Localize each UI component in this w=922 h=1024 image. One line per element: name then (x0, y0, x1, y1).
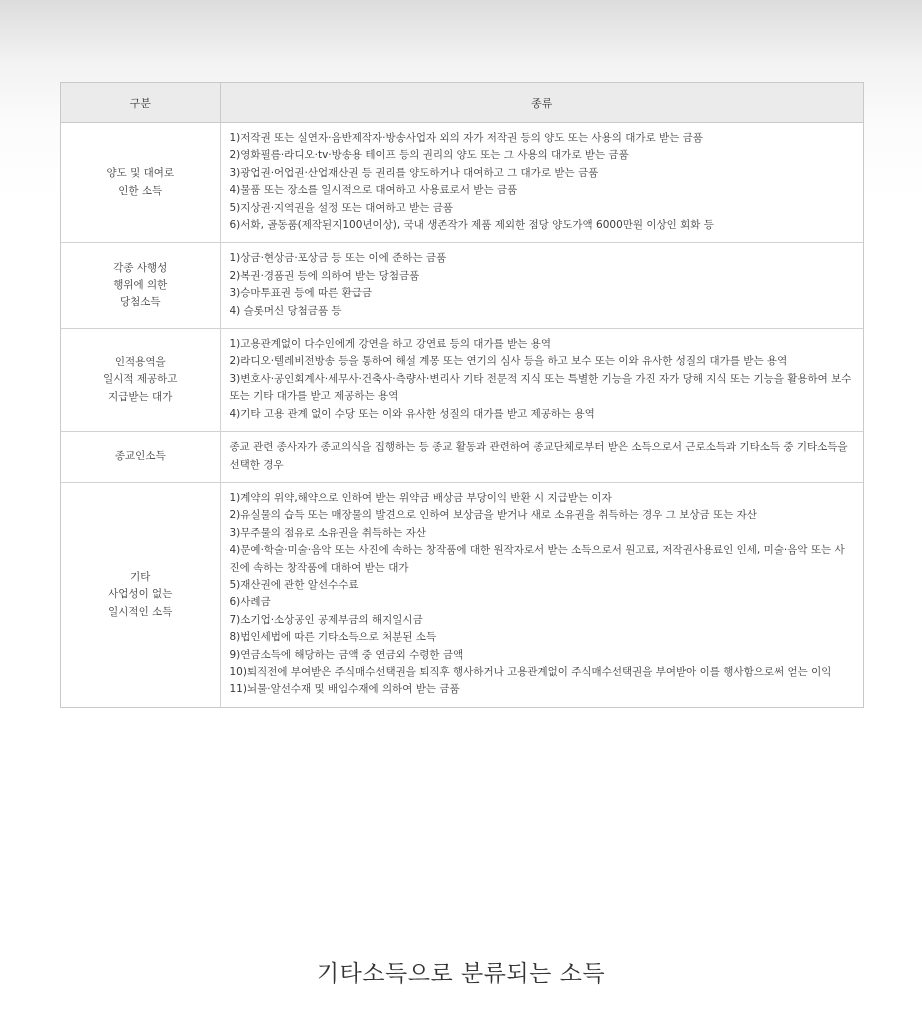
income-type-item: 4)문예·학술·미술·음악 또는 사진에 속하는 창작품에 대한 원작자로서 받는 소득으로서 원고료, 저작권사용료인 인세, 미술·음악 또는 사진에 속하는 창작품에 대하여 받는 대가 (229, 544, 845, 574)
income-type-item: 4) 슬롯머신 당첨금품 등 (229, 304, 342, 317)
category-label-line: 행위에 의한 (113, 279, 168, 292)
category-label-line: 각종 사행성 (113, 261, 168, 274)
income-type-item: 2)유실물의 습득 또는 매장물의 발견으로 인하여 보상금을 받거나 새로 소유권을 취득하는 경우 그 보상금 또는 자산 (229, 509, 757, 522)
category-label-line: 지급받는 대가 (108, 390, 173, 403)
income-type-item: 2)복권·경품권 등에 의하여 받는 당첨금품 (229, 269, 420, 282)
income-type-item: 3)변호사·공인회계사·세무사·건축사·측량사·변리사 기타 전문적 지식 또는 특별한 기능을 가진 자가 당해 지식 또는 기능을 활용하여 보수 또는 기타 대가를 받고 제공하는 용역 (229, 372, 852, 403)
income-type-item: 1)고용관계없이 다수인에게 강연을 하고 강연료 등의 대가를 받는 용역 (229, 338, 551, 351)
income-type-item: 9)연금소득에 해당하는 금액 중 연금외 수령한 금액 (229, 648, 464, 661)
category-cell (61, 123, 220, 243)
category-label-line: 일시적 제공하고 (103, 373, 178, 386)
income-table (61, 83, 863, 707)
income-type-item: 6)사례금 (229, 596, 271, 609)
header-types: 종류 (220, 83, 863, 123)
income-type-item: 1)저작권 또는 실연자·음반제작자·방송사업자 외의 자가 저작권 등의 양도 또는 사용의 대가로 받는 금품 (229, 132, 703, 144)
category-label-line: 기타 (130, 570, 151, 583)
types-cell (220, 482, 863, 706)
category-label-line: 일시적인 소득 (108, 605, 173, 618)
income-type-item: 4)물품 또는 장소를 일시적으로 대여하고 사용료로서 받는 금품 (229, 184, 518, 197)
category-label-line: 인한 소득 (118, 184, 163, 197)
income-type-item: 7)소기업·소상공인 공제부금의 해지일시금 (229, 613, 423, 626)
income-type-item: 10)퇴직전에 부여받은 주식매수선택권을 퇴직후 행사하거나 고용관계없이 주식매수선택권을 부여받아 이를 행사함으로써 얻는 이익 (229, 665, 832, 678)
income-type-item: 3)광업권·어업권·산업재산권 등 권리를 양도하거나 대여하고 그 대가로 받는 금품 (229, 166, 599, 179)
table-body (61, 123, 863, 707)
table-row (61, 482, 863, 706)
table-header-row (61, 83, 863, 123)
types-cell (220, 432, 863, 483)
income-classification-table (60, 82, 864, 708)
table-row (61, 329, 863, 432)
category-label-line: 인적용역을 (114, 355, 166, 368)
income-type-item: 1)계약의 위약,해약으로 인하여 받는 위약금 배상금 부당이익 반환 시 지급받는 이자 (229, 491, 612, 504)
income-type-item: 4)기타 고용 관계 없이 수당 또는 이와 유사한 성질의 대가를 받고 제공하는 용역 (229, 407, 595, 420)
income-type-item: 6)서화, 골동품(제작된지100년이상), 국내 생존작가 제품 제외한 점당 양도가액 6000만원 이상인 회화 등 (229, 219, 714, 232)
category-cell (61, 329, 220, 432)
category-cell (61, 243, 220, 329)
table-row (61, 243, 863, 329)
figure-caption: 기타소득으로 분류되는 소득 (316, 961, 606, 987)
header-category: 구분 (61, 83, 220, 123)
category-label-line: 사업성이 없는 (108, 588, 173, 601)
income-type-item: 2)라디오·텔레비전방송 등을 통하여 해설 계몽 또는 연기의 심사 등을 하고 보수 또는 이와 유사한 성질의 대가를 받는 용역 (229, 355, 788, 368)
income-type-item: 5)지상권·지역권을 설정 또는 대여하고 받는 금품 (229, 201, 454, 214)
category-label-line: 종교인소득 (114, 450, 166, 463)
income-type-item: 11)뇌물·알선수재 및 배임수재에 의하여 받는 금품 (229, 683, 460, 696)
types-cell (220, 329, 863, 432)
category-label-line: 당첨소득 (119, 296, 161, 309)
income-type-item: 1)상금·현상금·포상금 등 또는 이에 준하는 금품 (229, 252, 447, 265)
category-cell (61, 432, 220, 483)
income-type-item: 8)법인세법에 따른 기타소득으로 처분된 소득 (229, 631, 437, 644)
income-type-item: 3)승마투표권 등에 따른 환급금 (229, 287, 373, 300)
table-row (61, 123, 863, 243)
category-label-line: 양도 및 대여로 (106, 167, 175, 180)
types-cell (220, 123, 863, 243)
income-type-item: 2)영화필름·라디오·tv·방송용 테이프 등의 권리의 양도 또는 그 사용의 대가로 받는 금품 (229, 149, 629, 162)
income-type-item: 3)무주물의 점유로 소유권을 취득하는 자산 (229, 526, 427, 539)
income-type-item: 5)재산권에 관한 알선수수료 (229, 578, 359, 591)
table-row (61, 432, 863, 483)
types-cell (220, 243, 863, 329)
income-type-item: 종교 관련 종사자가 종교의식을 집행하는 등 종교 활동과 관련하여 종교단체로부터 받은 소득으로서 근로소득과 기타소득 중 기타소득을 선택한 경우 (229, 441, 848, 471)
category-cell (61, 482, 220, 706)
